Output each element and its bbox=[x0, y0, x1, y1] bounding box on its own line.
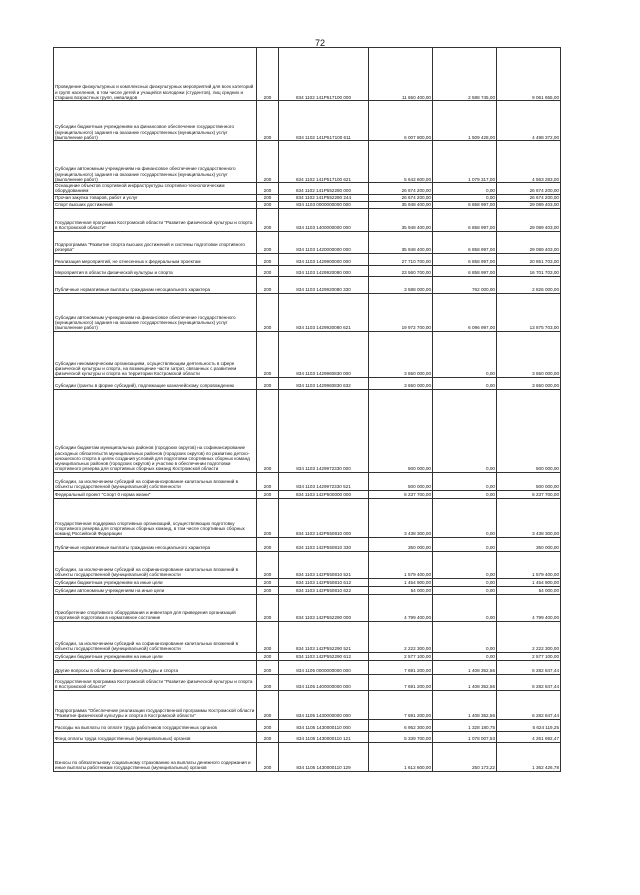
row-remaining: 4 261 692,47 bbox=[497, 731, 561, 742]
row-classification: 834 1103 142P552290 612 bbox=[279, 652, 369, 660]
row-name: Другие вопросы в области физической культуры и спорта bbox=[54, 660, 257, 674]
row-code: 200 bbox=[257, 194, 279, 201]
row-executed: 0,00 bbox=[433, 578, 497, 586]
row-plan: 35 948 400,00 bbox=[369, 208, 433, 231]
budget-table bbox=[53, 47, 561, 772]
row-remaining: 1 362 426,78 bbox=[497, 742, 561, 771]
row-code: 200 bbox=[257, 690, 279, 719]
table-row bbox=[54, 551, 561, 578]
row-remaining: 5 624 119,25 bbox=[497, 719, 561, 731]
row-plan: 23 560 700,00 bbox=[369, 265, 433, 276]
row-name: Расходы на выплаты по оплате труда работников государственных органов bbox=[54, 719, 257, 731]
row-classification: 834 1103 1429972330 000 bbox=[279, 389, 369, 472]
row-code: 200 bbox=[257, 48, 279, 101]
table-row bbox=[54, 594, 561, 621]
row-plan: 1 454 900,00 bbox=[369, 578, 433, 586]
row-code: 200 bbox=[257, 731, 279, 742]
row-code: 200 bbox=[257, 742, 279, 771]
row-code: 200 bbox=[257, 389, 279, 472]
table-row bbox=[54, 48, 561, 101]
row-code: 200 bbox=[257, 377, 279, 389]
row-code: 200 bbox=[257, 490, 279, 498]
row-classification: 834 1103 142P552290 521 bbox=[279, 621, 369, 652]
row-plan: 3 438 300,00 bbox=[369, 498, 433, 537]
row-code: 200 bbox=[257, 472, 279, 490]
table-row bbox=[54, 652, 561, 660]
row-remaining: 2 222 300,00 bbox=[497, 621, 561, 652]
row-plan: 3 650 000,00 bbox=[369, 377, 433, 389]
row-plan: 19 972 700,00 bbox=[369, 293, 433, 331]
row-remaining: 4 799 400,00 bbox=[497, 594, 561, 621]
row-code: 200 bbox=[257, 101, 279, 141]
row-plan: 7 691 200,00 bbox=[369, 660, 433, 674]
row-remaining: 500 000,00 bbox=[497, 389, 561, 472]
row-name: Государственная программа Костромской области "Развитие физической культуры и спорта в Костромской области" bbox=[54, 674, 257, 690]
row-remaining: 16 701 703,00 bbox=[497, 265, 561, 276]
row-code: 200 bbox=[257, 578, 279, 586]
table-row bbox=[54, 586, 561, 594]
row-name: Субсидии, за исключением субсидий на софинансирование капитальных вложений в объекты государственной (муниципальной) собственности bbox=[54, 551, 257, 578]
row-name: Государственная программа Костромской области "Развитие физической культуры и спорта в Костромской области" bbox=[54, 208, 257, 231]
row-name: Подпрограмма "Развитие спорта высших достижений и системы подготовки спортивного резерва" bbox=[54, 231, 257, 253]
row-name: Субсидии некоммерческим организациям, осуществляющим деятельность в сфере физической культуры и спорта, на возмещение части затрат, связанных с развитием физической культуры и спорта на территории Костромской области bbox=[54, 331, 257, 377]
table-row bbox=[54, 731, 561, 742]
row-executed: 0,00 bbox=[433, 652, 497, 660]
row-name: Федеральный проект "Спорт 0 норма жизни" bbox=[54, 490, 257, 498]
table-row bbox=[54, 621, 561, 652]
table-row bbox=[54, 201, 561, 208]
row-name: Субсидии, за исключением субсидий на софинансирование капитальных вложений в объекты государственной (муниципальной) собственности bbox=[54, 621, 257, 652]
table-row bbox=[54, 498, 561, 537]
row-name: Фонд оплаты труда государственных (муниципальных) органов bbox=[54, 731, 257, 742]
row-code: 200 bbox=[257, 201, 279, 208]
row-code: 200 bbox=[257, 594, 279, 621]
row-remaining: 3 650 000,00 bbox=[497, 331, 561, 377]
row-executed: 0,00 bbox=[433, 472, 497, 490]
row-executed: 6 858 997,00 bbox=[433, 208, 497, 231]
row-plan: 500 000,00 bbox=[369, 472, 433, 490]
row-classification: 834 1102 141P552280 000 bbox=[279, 183, 369, 195]
row-classification: 834 1105 1430000110 000 bbox=[279, 719, 369, 731]
row-name: Мероприятия в области физической культуры и спорта bbox=[54, 265, 257, 276]
table-row bbox=[54, 690, 561, 719]
table-row bbox=[54, 742, 561, 771]
row-classification: 834 1103 142P550810 612 bbox=[279, 578, 369, 586]
row-remaining: 4 498 372,00 bbox=[497, 101, 561, 141]
table-row bbox=[54, 472, 561, 490]
row-executed: 1 408 352,56 bbox=[433, 690, 497, 719]
row-code: 200 bbox=[257, 621, 279, 652]
table-row bbox=[54, 389, 561, 472]
table-row bbox=[54, 253, 561, 265]
table-row bbox=[54, 208, 561, 231]
row-plan: 500 000,00 bbox=[369, 389, 433, 472]
row-remaining: 6 282 847,44 bbox=[497, 674, 561, 690]
row-classification: 834 1105 1430000110 121 bbox=[279, 731, 369, 742]
row-remaining: 6 282 847,44 bbox=[497, 660, 561, 674]
row-plan: 26 674 200,00 bbox=[369, 194, 433, 201]
row-code: 200 bbox=[257, 652, 279, 660]
row-name: Проведение физкультурных и комплексных физкультурных мероприятий для всех категорий и групп населения, в том числе детей и учащейся молодежи (студентов), лиц средних и старших возрастных групп, инвалидов bbox=[54, 48, 257, 101]
row-classification: 834 1103 1429900000 000 bbox=[279, 253, 369, 265]
row-plan: 5 339 700,00 bbox=[369, 731, 433, 742]
row-code: 200 bbox=[257, 586, 279, 594]
row-plan: 350 000,00 bbox=[369, 537, 433, 551]
row-remaining: 2 577 100,00 bbox=[497, 652, 561, 660]
row-name: Государственная поддержка спортивных организаций, осуществляющих подготовку спортивного резерва для спортивных сборных команд, в том числе спортивных сборных команд Российской Федерации bbox=[54, 498, 257, 537]
row-plan: 5 642 600,00 bbox=[369, 141, 433, 183]
row-executed: 250 173,22 bbox=[433, 742, 497, 771]
table-row bbox=[54, 276, 561, 293]
page-number: 72 bbox=[314, 38, 325, 48]
table-row bbox=[54, 194, 561, 201]
row-executed: 1 408 352,56 bbox=[433, 660, 497, 674]
row-executed: 1 079 317,00 bbox=[433, 141, 497, 183]
row-classification: 834 1103 1400000000 000 bbox=[279, 208, 369, 231]
row-classification: 834 1102 141P517100 621 bbox=[279, 141, 369, 183]
table-row bbox=[54, 660, 561, 674]
row-remaining: 29 089 403,00 bbox=[497, 201, 561, 208]
row-remaining: 3 650 000,00 bbox=[497, 377, 561, 389]
row-name: Реализация мероприятий, не отнесенных к федеральным проектам bbox=[54, 253, 257, 265]
row-name: Спорт высших достижений bbox=[54, 201, 257, 208]
row-remaining: 26 674 200,00 bbox=[497, 183, 561, 195]
row-plan: 7 691 200,00 bbox=[369, 674, 433, 690]
row-classification: 834 1102 141P517100 000 bbox=[279, 48, 369, 101]
row-plan: 6 952 300,00 bbox=[369, 719, 433, 731]
row-classification: 834 1103 1429920080 621 bbox=[279, 293, 369, 331]
row-executed: 1 078 007,53 bbox=[433, 731, 497, 742]
row-plan: 35 948 400,00 bbox=[369, 231, 433, 253]
row-remaining: 54 000,00 bbox=[497, 586, 561, 594]
row-remaining: 20 851 703,00 bbox=[497, 253, 561, 265]
row-code: 200 bbox=[257, 208, 279, 231]
row-classification: 834 1105 1430000110 129 bbox=[279, 742, 369, 771]
row-plan: 27 710 700,00 bbox=[369, 253, 433, 265]
row-code: 200 bbox=[257, 331, 279, 377]
row-code: 200 bbox=[257, 276, 279, 293]
row-executed: 1 408 352,56 bbox=[433, 674, 497, 690]
row-remaining: 26 674 200,00 bbox=[497, 194, 561, 201]
row-code: 200 bbox=[257, 265, 279, 276]
row-executed: 0,00 bbox=[433, 490, 497, 498]
row-plan: 11 650 400,00 bbox=[369, 48, 433, 101]
table-row bbox=[54, 141, 561, 183]
row-code: 200 bbox=[257, 498, 279, 537]
row-classification: 834 1105 0000000000 000 bbox=[279, 660, 369, 674]
row-executed: 0,00 bbox=[433, 377, 497, 389]
row-code: 200 bbox=[257, 293, 279, 331]
row-executed: 0,00 bbox=[433, 537, 497, 551]
row-remaining: 29 089 403,00 bbox=[497, 231, 561, 253]
row-executed: 0,00 bbox=[433, 183, 497, 195]
table-row bbox=[54, 231, 561, 253]
row-executed: 2 588 745,00 bbox=[433, 48, 497, 101]
row-classification: 834 1103 1429960830 632 bbox=[279, 377, 369, 389]
row-code: 200 bbox=[257, 141, 279, 183]
row-classification: 834 1103 0000000000 000 bbox=[279, 201, 369, 208]
row-plan: 1 612 600,00 bbox=[369, 742, 433, 771]
table-row bbox=[54, 490, 561, 498]
row-name: Субсидии бюджетным учреждениям на иные цели bbox=[54, 578, 257, 586]
row-code: 200 bbox=[257, 719, 279, 731]
row-remaining: 29 089 403,00 bbox=[497, 208, 561, 231]
row-remaining: 1 579 400,00 bbox=[497, 551, 561, 578]
row-classification: 834 1103 142P550810 622 bbox=[279, 586, 369, 594]
row-classification: 834 1105 1430000000 000 bbox=[279, 690, 369, 719]
row-name: Субсидии автономным учреждениям на финансовое обеспечение государственного (муниципального) задания на оказание государственных (муниципальных) услуг (выполнение работ) bbox=[54, 293, 257, 331]
row-plan: 3 650 000,00 bbox=[369, 331, 433, 377]
table-row bbox=[54, 183, 561, 195]
row-name: Субсидии, за исключением субсидий на софинансирование капитальных вложений в объекты государственной (муниципальной) собственности bbox=[54, 472, 257, 490]
row-name: Субсидии бюджетным учреждениям на финансовое обеспечение государственного (муниципального) задания на оказание государственных (муниципальных) услуг (выполнение работ) bbox=[54, 101, 257, 141]
row-code: 200 bbox=[257, 253, 279, 265]
row-remaining: 4 563 283,00 bbox=[497, 141, 561, 183]
row-executed: 6 858 997,00 bbox=[433, 265, 497, 276]
row-name: Оснащение объектов спортивной инфраструктуры спортивно-технологическим оборудованием bbox=[54, 183, 257, 195]
row-classification: 834 1103 142P500000 000 bbox=[279, 490, 369, 498]
row-plan: 2 222 300,00 bbox=[369, 621, 433, 652]
row-name: Субсидии автономным учреждениям на финансовое обеспечение государственного (муниципального) задания на оказание государственных (муниципальных) услуг (выполнение работ) bbox=[54, 141, 257, 183]
row-name: Взносы по обязательному социальному страхованию на выплаты денежного содержания и иные выплаты работникам государственных (муниципальных) органов bbox=[54, 742, 257, 771]
row-name: Субсидии автономным учреждениям на иные цели bbox=[54, 586, 257, 594]
table-row bbox=[54, 719, 561, 731]
row-classification: 834 1103 1420000000 000 bbox=[279, 231, 369, 253]
row-classification: 834 1103 142P552290 000 bbox=[279, 594, 369, 621]
row-executed: 0,00 bbox=[433, 331, 497, 377]
row-remaining: 6 282 847,44 bbox=[497, 690, 561, 719]
row-remaining: 8 237 700,00 bbox=[497, 490, 561, 498]
row-remaining: 3 438 300,00 bbox=[497, 498, 561, 537]
row-classification: 834 1103 142P550810 330 bbox=[279, 537, 369, 551]
row-classification: 834 1103 142P550810 521 bbox=[279, 551, 369, 578]
row-name: Подпрограмма "Обеспечение реализации государственной программы Костромской области "Развитие физической культуры и спорта в Костромской области" bbox=[54, 690, 257, 719]
row-classification: 834 1103 1429972330 521 bbox=[279, 472, 369, 490]
row-remaining: 9 061 655,00 bbox=[497, 48, 561, 101]
row-code: 200 bbox=[257, 551, 279, 578]
row-plan: 35 948 400,00 bbox=[369, 201, 433, 208]
row-code: 200 bbox=[257, 231, 279, 253]
row-executed: 0,00 bbox=[433, 498, 497, 537]
row-executed: 0,00 bbox=[433, 389, 497, 472]
row-plan: 7 691 200,00 bbox=[369, 690, 433, 719]
row-name: Субсидии бюджетам муниципальных районов (городских округов) на софинансирование расходных обязательств муниципальных районов (городских округов) по развитию детско-юношеского спорта в целях создания условий для подготовки спортивных сборных команд муниципальных районов (городских округов) и участию в обеспечении подготовки спортивного резерва для спортивных сборных команд Костромской области bbox=[54, 389, 257, 472]
row-code: 200 bbox=[257, 660, 279, 674]
row-name: Субсидии бюджетным учреждениям на иные цели bbox=[54, 652, 257, 660]
table-row bbox=[54, 537, 561, 551]
row-plan: 4 799 400,00 bbox=[369, 594, 433, 621]
row-remaining: 350 000,00 bbox=[497, 537, 561, 551]
table-row bbox=[54, 265, 561, 276]
row-remaining: 2 826 000,00 bbox=[497, 276, 561, 293]
row-plan: 1 579 400,00 bbox=[369, 551, 433, 578]
row-code: 200 bbox=[257, 674, 279, 690]
row-code: 200 bbox=[257, 537, 279, 551]
row-executed: 1 328 180,75 bbox=[433, 719, 497, 731]
row-name: Приобретение спортивного оборудования и инвентаря для приведения организаций спортивной подготовки в нормативное состояние bbox=[54, 594, 257, 621]
row-executed: 0,00 bbox=[433, 194, 497, 201]
row-executed: 762 000,00 bbox=[433, 276, 497, 293]
row-plan: 26 674 200,00 bbox=[369, 183, 433, 195]
row-executed: 6 858 997,00 bbox=[433, 201, 497, 208]
row-plan: 3 588 000,00 bbox=[369, 276, 433, 293]
table-row bbox=[54, 293, 561, 331]
row-executed: 6 858 997,00 bbox=[433, 231, 497, 253]
row-classification: 834 1105 1400000000 000 bbox=[279, 674, 369, 690]
row-executed: 0,00 bbox=[433, 551, 497, 578]
row-name: Прочая закупка товаров, работ и услуг bbox=[54, 194, 257, 201]
row-plan: 8 237 700,00 bbox=[369, 490, 433, 498]
row-remaining: 500 000,00 bbox=[497, 472, 561, 490]
row-classification: 834 1103 1429920080 000 bbox=[279, 265, 369, 276]
row-classification: 834 1103 1429920080 330 bbox=[279, 276, 369, 293]
row-executed: 0,00 bbox=[433, 594, 497, 621]
row-remaining: 1 454 900,00 bbox=[497, 578, 561, 586]
row-code: 200 bbox=[257, 183, 279, 195]
table-row bbox=[54, 331, 561, 377]
table-row bbox=[54, 101, 561, 141]
row-executed: 0,00 bbox=[433, 586, 497, 594]
row-plan: 2 577 100,00 bbox=[369, 652, 433, 660]
row-classification: 834 1103 1429960830 000 bbox=[279, 331, 369, 377]
row-name: Субсидии (гранты в форме субсидий), подлежащие казначейскому сопровождению bbox=[54, 377, 257, 389]
row-executed: 6 096 997,00 bbox=[433, 293, 497, 331]
row-remaining: 13 875 703,00 bbox=[497, 293, 561, 331]
row-executed: 1 509 428,00 bbox=[433, 101, 497, 141]
row-plan: 54 000,00 bbox=[369, 586, 433, 594]
row-executed: 0,00 bbox=[433, 621, 497, 652]
table-row bbox=[54, 674, 561, 690]
row-classification: 834 1102 141P552280 244 bbox=[279, 194, 369, 201]
row-executed: 6 858 997,00 bbox=[433, 253, 497, 265]
row-plan: 6 007 800,00 bbox=[369, 101, 433, 141]
row-classification: 834 1102 141P517100 611 bbox=[279, 101, 369, 141]
table-row bbox=[54, 578, 561, 586]
row-classification: 834 1103 142P550810 000 bbox=[279, 498, 369, 537]
table-row bbox=[54, 377, 561, 389]
row-name: Публичные нормативные выплаты гражданам несоциального характера bbox=[54, 276, 257, 293]
row-name: Публичные нормативные выплаты гражданам несоциального характера bbox=[54, 537, 257, 551]
